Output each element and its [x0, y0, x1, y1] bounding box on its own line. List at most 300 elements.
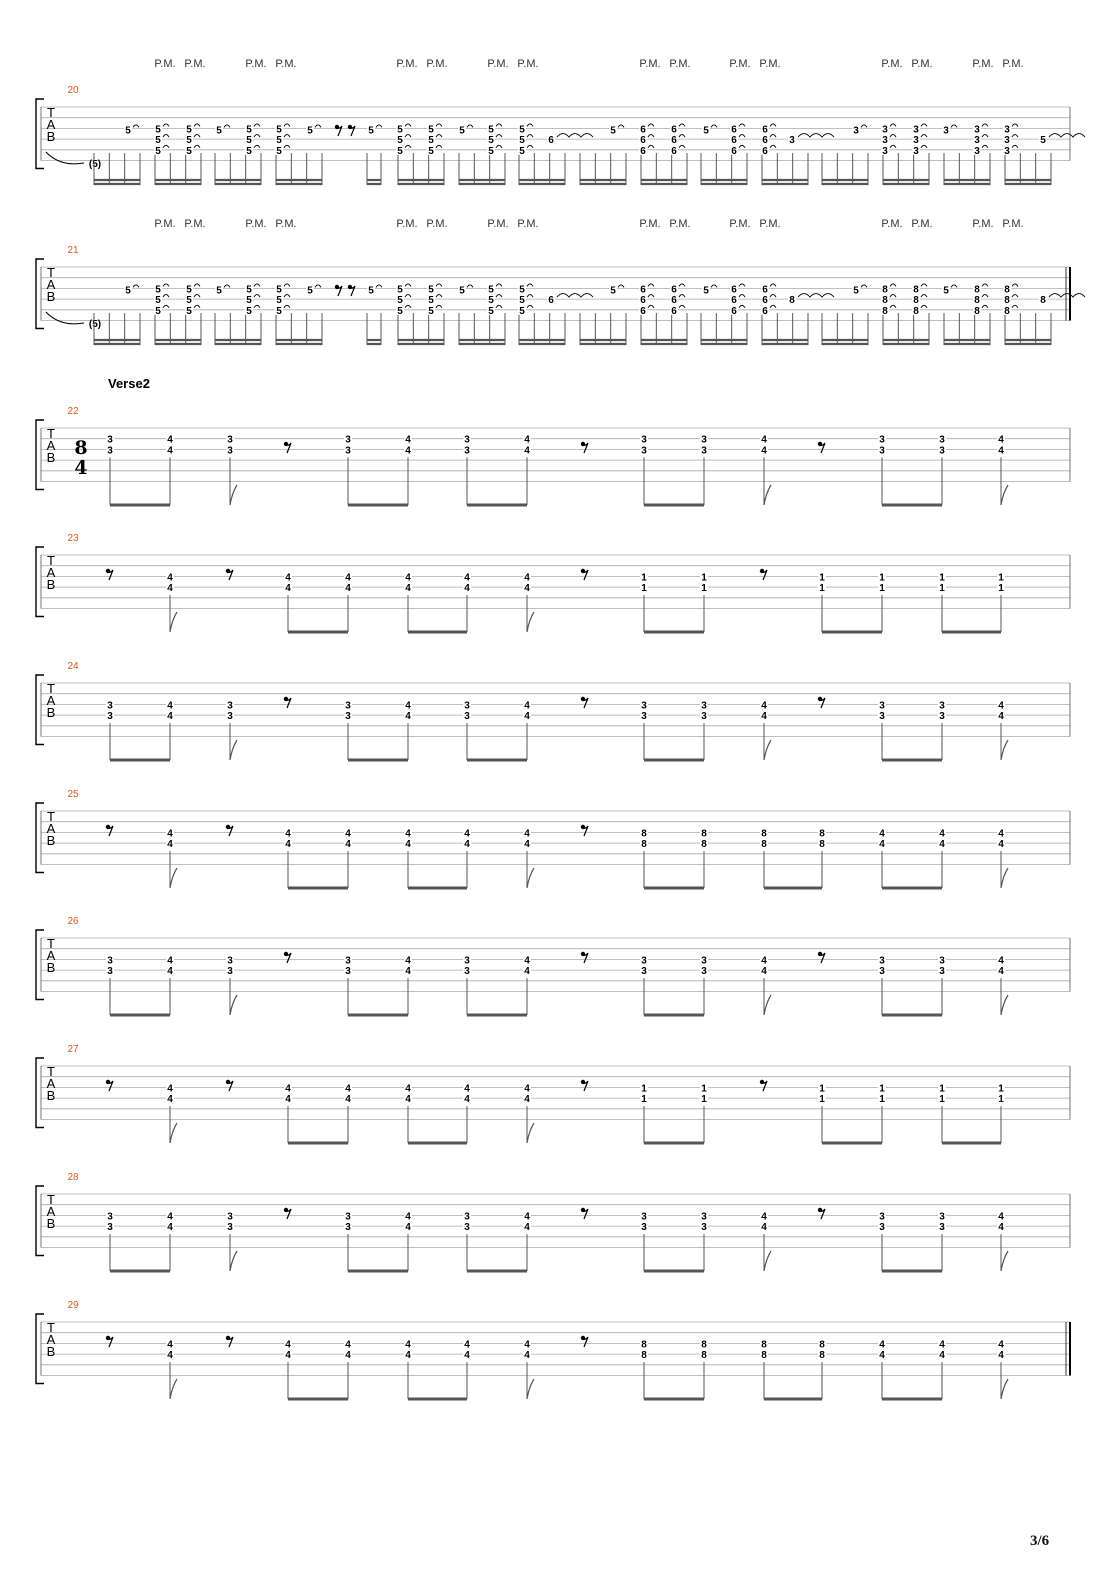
eighth-flag [527, 868, 534, 888]
bend-mark [982, 124, 988, 127]
fret-number: 4 [405, 434, 411, 446]
fret-number: 5 [186, 284, 192, 296]
palm-mute-label: P.M. [487, 218, 509, 230]
fret-number: 4 [167, 1094, 173, 1106]
fret-number: 5 [276, 124, 282, 136]
palm-mute-label: P.M. [911, 58, 933, 70]
fret-number: 8 [819, 1339, 825, 1351]
measure-number: 28 [67, 1172, 79, 1183]
bend-mark [921, 305, 927, 308]
tab-clef-letter: B [46, 129, 56, 144]
fret-number: 3 [882, 135, 888, 147]
fret-number: 1 [939, 1083, 945, 1095]
fret-number: 4 [345, 839, 351, 851]
sixteenth-group [944, 313, 990, 345]
tab-clef-letter: B [46, 289, 56, 304]
fret-number: 1 [641, 572, 647, 584]
fret-number: 1 [819, 583, 825, 595]
fret-number: 6 [671, 124, 677, 136]
sixteenth-group [762, 153, 808, 185]
fret-number: 3 [107, 1211, 113, 1223]
bend-mark [254, 305, 260, 308]
staff-bracket [36, 547, 44, 617]
bend-mark [467, 125, 473, 128]
sixteenth-group [276, 313, 322, 345]
fret-number: 5 [186, 145, 192, 157]
fret-number: 8 [761, 1339, 767, 1351]
fret-number: 1 [819, 1083, 825, 1095]
fret-number: 3 [107, 700, 113, 712]
bend-mark [224, 285, 230, 288]
fret-number: 1 [701, 1083, 707, 1095]
fret-number: 3 [701, 700, 707, 712]
sixteenth-group [641, 313, 687, 345]
fret-number: 1 [879, 583, 885, 595]
palm-mute-label: P.M. [881, 218, 903, 230]
eighth-flag [1001, 1251, 1008, 1271]
eighth-rest [581, 569, 588, 580]
fret-number: 5 [155, 295, 161, 307]
fret-number: 3 [701, 1222, 707, 1234]
eighth-rest [760, 1080, 767, 1091]
eighth-rest [818, 442, 825, 453]
fret-number: 5 [307, 125, 313, 137]
fret-number: 3 [939, 1222, 945, 1234]
tab-clef-letter: A [46, 277, 56, 292]
measure-number: 26 [67, 916, 79, 927]
eighth-flag [527, 1379, 534, 1399]
bend-mark [376, 285, 382, 288]
bend-mark [467, 285, 473, 288]
eighth-flag [764, 485, 771, 505]
eighth-flag [764, 995, 771, 1015]
tie-curve [46, 312, 84, 324]
sixteenth-group [155, 313, 201, 345]
fret-number: 5 [155, 124, 161, 136]
fret-number: 8 [882, 305, 888, 317]
fret-number: 5 [1040, 135, 1046, 147]
fret-number: 3 [641, 445, 647, 457]
fret-number: 4 [285, 1083, 291, 1095]
fret-number: 3 [974, 145, 980, 157]
fret-number: 8 [761, 1350, 767, 1362]
bend-mark [133, 285, 139, 288]
palm-mute-label: P.M. [275, 58, 297, 70]
fret-number: 3 [701, 1211, 707, 1223]
fret-number: 8 [882, 284, 888, 296]
fret-number: 5 [246, 305, 252, 317]
bend-mark [496, 135, 502, 138]
fret-number: 5 [397, 284, 403, 296]
bend-mark [254, 124, 260, 127]
fret-number: 3 [345, 955, 351, 967]
fret-number: 3 [641, 1222, 647, 1234]
eighth-rest [226, 1080, 233, 1091]
bend-mark [739, 124, 745, 127]
fret-number: 6 [640, 145, 646, 157]
measure-number: 25 [67, 789, 79, 800]
fret-number: 4 [345, 1339, 351, 1351]
fret-number: 4 [524, 1222, 530, 1234]
fret-number: 4 [405, 839, 411, 851]
bend-mark [982, 295, 988, 298]
bend-mark [770, 305, 776, 308]
palm-mute-label: P.M. [881, 58, 903, 70]
staff-bracket [36, 1058, 44, 1128]
bend-mark [648, 295, 654, 298]
fret-number: 6 [671, 284, 677, 296]
fret-number: 3 [107, 966, 113, 978]
fret-number: 5 [519, 284, 525, 296]
tie-chain [557, 294, 593, 298]
fret-number: 6 [762, 284, 768, 296]
fret-number: 5 [428, 124, 434, 136]
palm-mute-label: P.M. [972, 218, 994, 230]
palm-mute-label: P.M. [275, 218, 297, 230]
fret-number: 4 [998, 839, 1004, 851]
fret-number: 3 [789, 135, 795, 147]
fret-number: 3 [974, 124, 980, 136]
eighth-rest [284, 442, 291, 453]
bend-mark [496, 284, 502, 287]
fret-number: 3 [974, 135, 980, 147]
fret-number: 3 [464, 700, 470, 712]
fret-number: 4 [998, 966, 1004, 978]
fret-number: 3 [345, 445, 351, 457]
sixteenth-group [701, 153, 747, 185]
bend-mark [890, 284, 896, 287]
fret-number: 8 [882, 295, 888, 307]
palm-mute-label: P.M. [1002, 218, 1024, 230]
tie-chain [1049, 294, 1085, 298]
palm-mute-label: P.M. [426, 218, 448, 230]
fret-number: 4 [998, 445, 1004, 457]
fret-number: 4 [524, 445, 530, 457]
fret-number: 4 [761, 434, 767, 446]
system-25 [36, 789, 1070, 888]
fret-number: 5 [186, 135, 192, 147]
fret-number: 5 [610, 125, 616, 137]
bend-mark [194, 145, 200, 148]
fret-number: 4 [405, 572, 411, 584]
bend-mark [254, 295, 260, 298]
bend-mark [861, 125, 867, 128]
bend-mark [679, 145, 685, 148]
fret-number: 4 [167, 711, 173, 723]
fret-number: 5 [397, 135, 403, 147]
bend-mark [284, 284, 290, 287]
fret-number: 5 [519, 295, 525, 307]
bend-mark [194, 295, 200, 298]
fret-number: 4 [285, 572, 291, 584]
eighth-flag [170, 1379, 177, 1399]
tab-clef-letter: T [47, 1192, 55, 1207]
tab-clef-letter: T [47, 681, 55, 696]
fret-number: 4 [524, 839, 530, 851]
bend-mark [284, 295, 290, 298]
palm-mute-label: P.M. [396, 58, 418, 70]
fret-number: 4 [879, 1339, 885, 1351]
bend-mark [284, 305, 290, 308]
fret-number: 4 [464, 1083, 470, 1095]
sixteenth-group [883, 313, 929, 345]
bend-mark [527, 305, 533, 308]
eighth-rest [226, 1336, 233, 1347]
fret-number: 8 [819, 828, 825, 840]
bend-mark [436, 124, 442, 127]
fret-number: 5 [703, 125, 709, 137]
fret-number: 5 [155, 135, 161, 147]
eighth-rest [581, 1080, 588, 1091]
palm-mute-label: P.M. [426, 58, 448, 70]
fret-number: 3 [939, 434, 945, 446]
fret-number: 4 [939, 828, 945, 840]
fret-number: 5 [397, 124, 403, 136]
fret-number: 4 [998, 1339, 1004, 1351]
bend-mark [405, 124, 411, 127]
bend-mark [951, 285, 957, 288]
bend-mark [648, 135, 654, 138]
palm-mute-label: P.M. [729, 58, 751, 70]
sixteenth-group [762, 313, 808, 345]
fret-number: 4 [524, 1350, 530, 1362]
fret-number: 3 [1004, 135, 1010, 147]
system-28 [36, 1172, 1070, 1271]
fret-number: 4 [464, 1094, 470, 1106]
eighth-rest [818, 697, 825, 708]
fret-number: 4 [998, 434, 1004, 446]
eighth-flag [1001, 740, 1008, 760]
fret-number: 5 [397, 295, 403, 307]
palm-mute-label: P.M. [759, 218, 781, 230]
fret-number: 3 [641, 711, 647, 723]
sixteenth-group [1005, 313, 1051, 345]
fret-number: 1 [939, 583, 945, 595]
fret-number: 5 [276, 145, 282, 157]
bend-mark [284, 124, 290, 127]
fret-number: 3 [227, 966, 233, 978]
fret-number: 5 [276, 305, 282, 317]
fret-number: 3 [345, 966, 351, 978]
fret-number: 3 [939, 1211, 945, 1223]
fret-number: 1 [701, 583, 707, 595]
staff-bracket [36, 420, 44, 490]
fret-number: 4 [761, 955, 767, 967]
fret-number: 8 [641, 828, 647, 840]
fret-number: 4 [405, 1350, 411, 1362]
fret-number: 5 [186, 295, 192, 307]
section-label: Verse2 [108, 376, 150, 391]
fret-number: 4 [405, 445, 411, 457]
bend-mark [711, 285, 717, 288]
fret-number: 5 [428, 305, 434, 317]
bend-mark [861, 285, 867, 288]
fret-number: 8 [701, 1350, 707, 1362]
fret-number: 5 [519, 135, 525, 147]
measure-number: 27 [67, 1044, 79, 1055]
bend-mark [163, 135, 169, 138]
eighth-flag [1001, 868, 1008, 888]
fret-number: 3 [701, 966, 707, 978]
fret-number: 5 [397, 145, 403, 157]
fret-number: 5 [853, 285, 859, 297]
fret-number: 8 [701, 1339, 707, 1351]
bend-mark [982, 305, 988, 308]
fret-number: 8 [701, 828, 707, 840]
fret-number: 3 [464, 955, 470, 967]
palm-mute-label: P.M. [1002, 58, 1024, 70]
fret-number: 4 [345, 1350, 351, 1362]
fret-number: 6 [731, 135, 737, 147]
sixteenth-group [944, 153, 990, 185]
fret-number: 1 [939, 572, 945, 584]
sixteenth-group [367, 153, 381, 185]
tab-clef-letter: B [46, 1216, 56, 1231]
bend-mark [890, 124, 896, 127]
fret-number: 1 [641, 1083, 647, 1095]
fret-number: 5 [276, 135, 282, 147]
bend-mark [648, 124, 654, 127]
bend-mark [254, 135, 260, 138]
measure-number: 24 [67, 661, 79, 672]
eighth-flag [170, 612, 177, 632]
fret-number: 5 [519, 305, 525, 317]
bend-mark [254, 284, 260, 287]
fret-number: 4 [939, 839, 945, 851]
tie-curve [46, 152, 84, 164]
fret-number: 4 [998, 711, 1004, 723]
fret-number: 8 [701, 839, 707, 851]
eighth-flag [527, 612, 534, 632]
fret-number: 5 [307, 285, 313, 297]
fret-number: 3 [641, 434, 647, 446]
tab-clef-letter: T [47, 936, 55, 951]
fret-number: 3 [345, 434, 351, 446]
fret-number: 5 [368, 285, 374, 297]
tie-chain [1049, 134, 1085, 138]
fret-number: 3 [879, 966, 885, 978]
sixteenth-group [155, 153, 201, 185]
bend-mark [770, 284, 776, 287]
bend-mark [315, 285, 321, 288]
fret-number: 8 [1004, 305, 1010, 317]
fret-number: 3 [913, 124, 919, 136]
tab-clef-letter: T [47, 809, 55, 824]
fret-number: 1 [879, 572, 885, 584]
fret-number: 3 [107, 955, 113, 967]
system-29 [36, 1300, 1070, 1399]
eighth-rest [284, 1208, 291, 1219]
bend-mark [496, 124, 502, 127]
fret-number: 4 [167, 828, 173, 840]
fret-number: 4 [167, 839, 173, 851]
bend-mark [527, 295, 533, 298]
tab-clef-letter: B [46, 705, 56, 720]
tab-clef-letter: A [46, 693, 56, 708]
bend-mark [405, 305, 411, 308]
sixteenth-group [215, 313, 261, 345]
palm-mute-label: P.M. [911, 218, 933, 230]
fret-number: 5 [246, 284, 252, 296]
fret-number: 5 [246, 135, 252, 147]
fret-number: 4 [524, 966, 530, 978]
fret-number: 4 [939, 1350, 945, 1362]
fret-number: 3 [879, 1211, 885, 1223]
tie-chain [798, 134, 834, 138]
system-22 [36, 376, 1070, 505]
fret-number: 8 [641, 1339, 647, 1351]
fret-number: 6 [731, 284, 737, 296]
tab-clef-letter: T [47, 426, 55, 441]
fret-number: 4 [998, 1222, 1004, 1234]
fret-number: 3 [1004, 145, 1010, 157]
fret-number: 5 [519, 124, 525, 136]
bend-mark [405, 145, 411, 148]
fret-number: 5 [216, 285, 222, 297]
fret-number: 4 [285, 583, 291, 595]
eighth-flag [230, 485, 237, 505]
fret-number: 4 [761, 1222, 767, 1234]
fret-number: 4 [761, 445, 767, 457]
palm-mute-label: P.M. [184, 58, 206, 70]
fret-number: 3 [464, 711, 470, 723]
eighth-rest [284, 952, 291, 963]
fret-number: 5 [155, 145, 161, 157]
eighth-flag [230, 740, 237, 760]
palm-mute-label: P.M. [669, 218, 691, 230]
bend-mark [163, 305, 169, 308]
staff-bracket [36, 1186, 44, 1256]
fret-number: 8 [1004, 295, 1010, 307]
time-signature-top: 8 [74, 437, 88, 459]
fret-number: 4 [761, 711, 767, 723]
fret-number: 5 [125, 285, 131, 297]
fret-number: 5 [428, 135, 434, 147]
fret-number: 3 [107, 434, 113, 446]
eighth-rest [581, 1336, 588, 1347]
bend-mark [405, 135, 411, 138]
fret-number: 5 [246, 145, 252, 157]
eighth-rest [581, 1208, 588, 1219]
system-27 [36, 1044, 1070, 1143]
fret-number: 4 [524, 1094, 530, 1106]
fret-number: 5 [488, 284, 494, 296]
fret-number: 4 [761, 700, 767, 712]
fret-number: 3 [879, 1222, 885, 1234]
bend-mark [194, 135, 200, 138]
fret-number: 4 [285, 1094, 291, 1106]
fret-number: 3 [107, 445, 113, 457]
fret-number: 4 [524, 1211, 530, 1223]
fret-number: 4 [285, 839, 291, 851]
fret-number: 4 [464, 1350, 470, 1362]
bend-mark [496, 305, 502, 308]
bend-mark [648, 305, 654, 308]
fret-number: 4 [998, 955, 1004, 967]
eighth-flag [527, 1123, 534, 1143]
bend-mark [770, 295, 776, 298]
fret-number: 3 [1004, 124, 1010, 136]
fret-number: 6 [762, 135, 768, 147]
bend-mark [194, 124, 200, 127]
fret-number: 5 [459, 125, 465, 137]
fret-number: 5 [397, 305, 403, 317]
fret-number: 3 [879, 434, 885, 446]
fret-number: 6 [671, 135, 677, 147]
palm-mute-label: P.M. [396, 218, 418, 230]
fret-number: 3 [701, 711, 707, 723]
bend-mark [194, 305, 200, 308]
